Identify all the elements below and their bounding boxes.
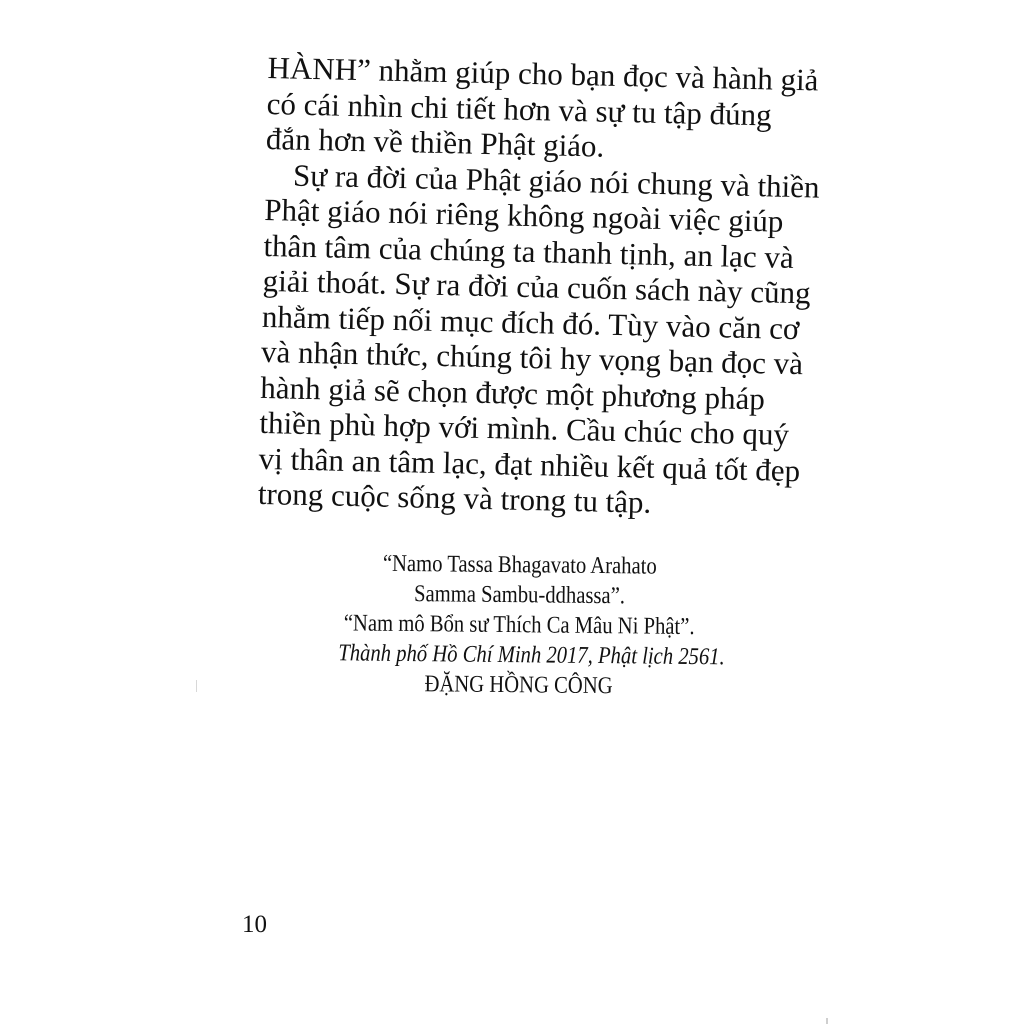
text-line: hành giả sẽ chọn được một phương pháp xyxy=(259,369,766,416)
text-line: Sự ra đời của Phật giáo nói chung và thiền xyxy=(292,157,820,205)
text-line: nhằm tiếp nối mục đích đó. Tùy vào căn cơ xyxy=(261,298,800,346)
text-line: giải thoát. Sự ra đời của cuốn sách này cũng xyxy=(262,262,812,311)
text-line: HÀNH” nhằm giúp cho bạn đọc và hành giả xyxy=(267,50,819,98)
text-line: Phật giáo nói riêng không ngoài việc giúp xyxy=(263,191,784,239)
page-number: 10 xyxy=(242,911,267,938)
text-line: có cái nhìn chi tiết hơn và sự tu tập đúng xyxy=(266,85,773,132)
scan-mark xyxy=(196,680,197,692)
text-line: trong cuộc sống và trong tu tập. xyxy=(257,475,652,520)
place-date: Thành phố Hồ Chí Minh 2017, Phật lịch 2561. xyxy=(338,640,725,671)
body-text xyxy=(257,50,820,523)
pali-homage-line-1: “Namo Tassa Bhagavato Arahato xyxy=(382,550,657,580)
text-line: và nhận thức, chúng tôi hy vọng bạn đọc và xyxy=(260,333,804,382)
closing-homage xyxy=(308,548,730,702)
text-line: đắn hơn về thiền Phật giáo. xyxy=(265,120,605,164)
text-line: thân tâm của chúng ta thanh tịnh, an lạc và xyxy=(263,227,795,275)
text-line: vị thân an tâm lạc, đạt nhiều kết quả tốt đẹp xyxy=(258,440,801,488)
vietnamese-homage: “Nam mô Bổn sư Thích Ca Mâu Ni Phật”. xyxy=(343,610,695,641)
text-line: thiền phù hợp với mình. Cầu chúc cho quý xyxy=(259,404,790,452)
scan-mark xyxy=(826,1018,828,1024)
pali-homage-line-2: Samma Sambu-ddhassa”. xyxy=(413,581,626,610)
author-name: ĐẶNG HỒNG CÔNG xyxy=(424,671,613,700)
